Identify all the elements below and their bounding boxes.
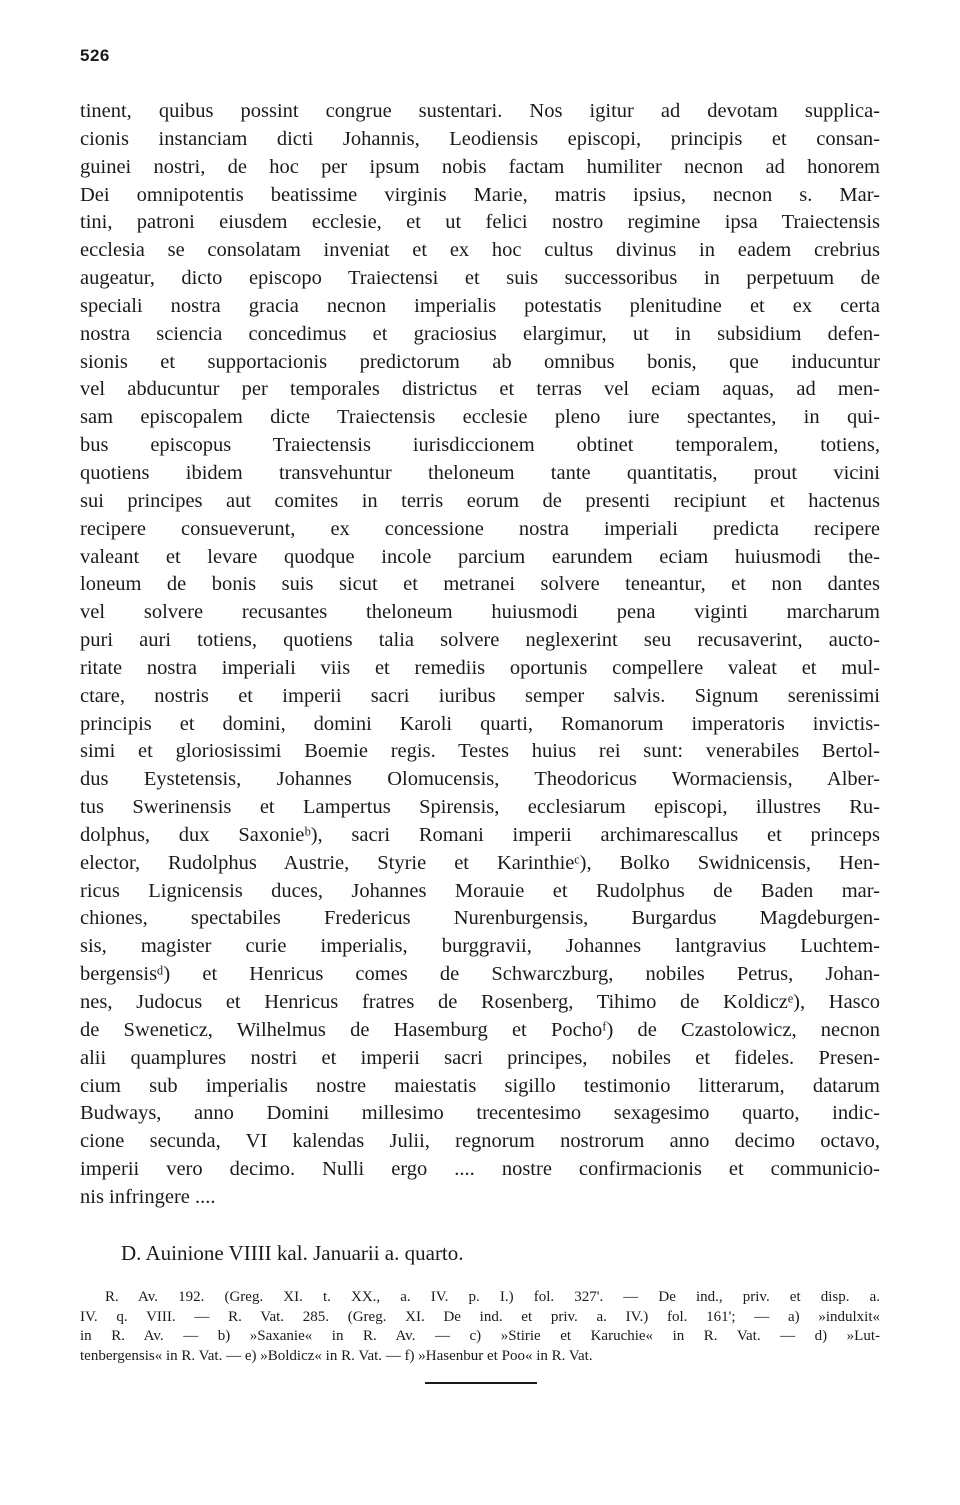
text-line: vel abducuntur per temporales districtus et terras vel eciam aquas, ad men- <box>80 378 880 401</box>
text-line: cionis instanciam dicti Johannis, Leodiensis episcopi, principis et consan- <box>80 127 880 150</box>
text-line: tinent, quibus possint congrue sustentari. Nos igitur ad devotam supplica- <box>80 100 880 122</box>
text-line: valeant et levare quodque incole parcium earundem eciam huiusmodi the- <box>80 545 880 568</box>
text-line: ctare, nostris et imperii sacri iuribus semper salvis. Signum serenissimi <box>80 684 880 707</box>
text-line: imperii vero decimo. Nulli ergo .... nostre confirmacionis et communicio- <box>80 1158 880 1181</box>
text-line: ecclesia se consolatam inveniat et ex hoc cultus divinus in eadem crebrius <box>80 239 880 262</box>
text-line: sui principes aut comites in terris eorum de presenti recipiunt et hactenus <box>80 489 880 512</box>
text-line: simi et gloriosissimi Boemie regis. Testes huius rei sunt: venerabiles Bertol- <box>80 740 880 763</box>
text-line: recipere consueverunt, ex concessione nostra imperiali predicta recipere <box>80 517 880 540</box>
text-line: sionis et supportacionis predictorum ab omnibus bonis, que inducuntur <box>80 350 880 373</box>
text-line: sam episcopalem dicte Traiectensis ecclesie pleno iure spectantes, in qui- <box>80 406 880 429</box>
text-line: loneum de bonis suis sicut et metranei solvere teneantur, et non dantes <box>80 573 880 596</box>
text-line: chiones, spectabiles Fredericus Nurenburgensis, Burgardus Magdeburgen- <box>80 907 880 930</box>
text-line: principis et domini, domini Karoli quarti, Romanorum imperatoris invictis- <box>80 712 880 735</box>
text-line: dus Eystetensis, Johannes Olomucensis, Theodoricus Wormaciensis, Alber- <box>80 768 880 791</box>
page-number: 526 <box>80 46 110 65</box>
text-line: de Sweneticz, Wilhelmus de Hasemburg et Pochoᶠ) de Czastolowicz, necnon <box>80 1018 880 1041</box>
text-line: augeatur, dicto episcopo Traiectensi et suis successoribus in perpetuum de <box>80 267 880 290</box>
text-line: bergensisᵈ) et Henricus comes de Schwarczburg, nobiles Petrus, Johan- <box>80 963 880 986</box>
text-line: quotiens ibidem transvehuntur theloneum tante quantitatis, prout vicini <box>80 461 880 484</box>
text-line: nis infringere .... <box>80 1185 216 1208</box>
text-line: guinei nostri, de hoc per ipsum nobis factam humiliter necnon ad honorem <box>80 155 880 178</box>
text-line: tus Swerinensis et Lampertus Spirensis, ecclesiarum episcopi, illustres Ru- <box>80 796 880 819</box>
footnote-line: tenbergensis« in R. Vat. — e) »Boldicz« in R. Vat. — f) »Hasenbur et Poo« in R. Vat. <box>80 1347 593 1364</box>
text-line: cione secunda, VI kalendas Julii, regnorum nostrorum anno decimo octavo, <box>80 1130 880 1153</box>
footnote-line: R. Av. 192. (Greg. XI. t. XX., a. IV. p. I.) fol. 327'. — De ind., priv. et disp. a. <box>105 1289 880 1305</box>
text-line: ricus Lignicensis duces, Johannes Morauie et Rudolphus de Baden mar- <box>80 879 880 902</box>
text-line: vel solvere recusantes theloneum huiusmodi pena viginti marcharum <box>80 601 880 624</box>
footnote-line: IV. q. VIII. — R. Vat. 285. (Greg. XI. De ind. et priv. a. IV.) fol. 161'; — a) »indulxit« <box>80 1308 880 1325</box>
text-line: bus episcopus Traiectensis iurisdiccionem obtinet temporalem, totiens, <box>80 434 880 457</box>
text-line: dolphus, dux Saxonieᵇ), sacri Romani imperii archimarescallus et princeps <box>80 823 880 846</box>
footnotes <box>80 1288 880 1366</box>
text-line: speciali nostra gracia necnon imperialis potestatis plenitudine et ex certa <box>80 294 880 317</box>
text-line: puri auri totiens, quotiens talia solvere neglexerint seu recusaverint, aucto- <box>80 629 880 652</box>
closing-rule <box>425 1382 537 1384</box>
text-line: nostra sciencia concedimus et graciosius elargimur, ut in subsidium defen- <box>80 322 880 345</box>
text-line: elector, Rudolphus Austrie, Styrie et Karinthieᶜ), Bolko Swidnicensis, Hen- <box>80 851 880 874</box>
dating-line: D. Auinione VIIII kal. Januarii a. quarto. <box>121 1241 464 1265</box>
main-text <box>80 98 880 1212</box>
footnote-line: in R. Av. — b) »Saxanie« in R. Av. — c) »Stirie et Karuchie« in R. Vat. — d) »Lut- <box>80 1328 880 1344</box>
text-line: Budways, anno Domini millesimo trecentesimo sexagesimo quarto, indic- <box>80 1102 880 1125</box>
text-line: tini, patroni eiusdem ecclesie, et ut felici nostro regimine ipsa Traiectensis <box>80 211 880 234</box>
text-line: cium sub imperialis nostre maiestatis sigillo testimonio litterarum, datarum <box>80 1074 880 1097</box>
text-line: sis, magister curie imperialis, burggravii, Johannes lantgravius Luchtem- <box>80 935 880 958</box>
text-line: ritate nostra imperiali viis et remediis oportunis compellere valeat et mul- <box>80 656 880 679</box>
text-line: Dei omnipotentis beatissime virginis Marie, matris ipsius, necnon s. Mar- <box>80 183 880 206</box>
text-line: nes, Judocus et Henricus fratres de Rosenberg, Tihimo de Koldiczᵉ), Hasco <box>80 991 880 1013</box>
text-line: alii quamplures nostri et imperii sacri principes, nobiles et fideles. Presen- <box>80 1046 880 1069</box>
